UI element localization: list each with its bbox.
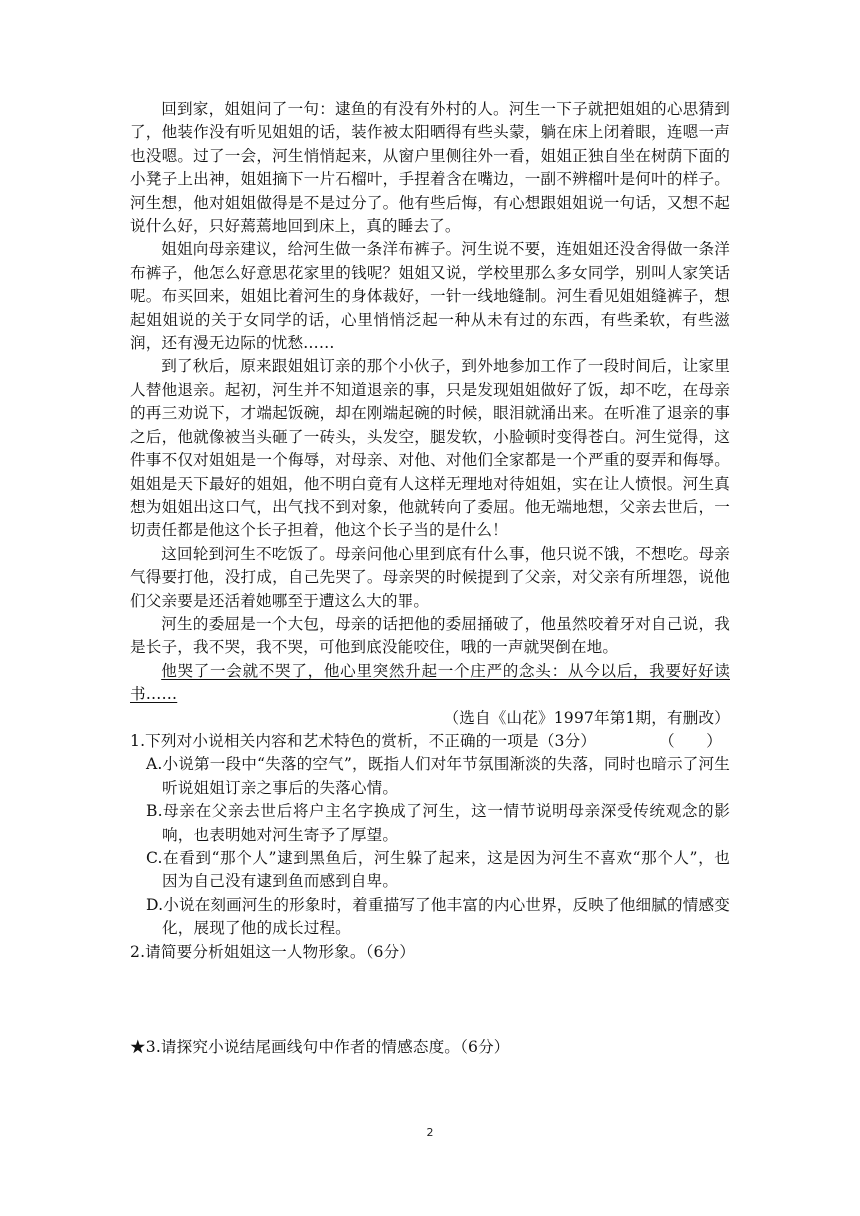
question-3: ★3.请探究小说结尾画线句中作者的情感态度。（6分） [130, 1038, 510, 1057]
article-paragraph-3: 到了秋后，原来跟姐姐订亲的那个小伙子，到外地参加工作了一段时间后，让家里人替他退亲。起初，河生并不知道退亲的事，只是发现姐姐做好了饭，却不吃，在母亲的再三劝说下，才端起饭碗，却在刚端起碗的时候，眼泪就涌出来。在听准了退亲的事之后，他就像被当头砸了一砖头，头发空，腿发软，小脸顿时变得苍白。河生觉得，这件事不仅对姐姐是一个侮辱，对母亲、对他、对他们全家都是一个严重的耍弄和侮辱。姐姐是天下最好的姐姐，他不明白竟有人这样无理地对待姐姐，实在让人愤恨。河生真想为姐姐出这口气，出气找不到对象，他就转向了委屈。他无端地想，父亲去世后，一切责任都是他这个长子担着，他这个长子当的是什么！ [130, 357, 730, 540]
page-content [130, 98, 730, 1059]
article-paragraph-5: 河生的委屈是一个大包，母亲的话把他的委屈捅破了，他虽然咬着牙对自己说，我是长子，我不哭，我不哭，可他到底没能咬住，哦的一声就哭倒在地。 [130, 614, 730, 657]
answer-blank: （ ） [659, 731, 722, 750]
question-1-options [146, 753, 730, 940]
option-c: C.在看到“那个人”逮到黑鱼后，河生躲了起来，这是因为河生不喜欢“那个人”，也因为自己没有逮到鱼而感到自卑。 [146, 849, 730, 891]
article-paragraph-2: 姐姐向母亲建议，给河生做一条洋布裤子。河生说不要，连姐姐还没舍得做一条洋布裤子，他怎么好意思花家里的钱呢？姐姐又说，学校里那么多女同学，别叫人家笑话呢。布买回来，姐姐比着河生的身体裁好，一针一线地缝制。河生看见姐姐缝裤子，想起姐姐说的关于女同学的话，心里悄悄泛起一种从未有过的东西，有些柔软，有些滋润，还有漫无边际的忧愁…… [130, 240, 730, 353]
option-a: A.小说第一段中“失落的空气”，既指人们对年节氛围渐淡的失落，同时也暗示了河生听说姐姐订亲之事后的失落心情。 [146, 755, 730, 797]
answer-space-q2 [130, 964, 730, 1036]
question-2: 2.请简要分析姐姐这一人物形象。（6分） [130, 942, 416, 961]
option-b: B.母亲在父亲去世后将户主名字换成了河生，这一情节说明母亲深受传统观念的影响，也表明她对河生寄予了厚望。 [146, 802, 730, 844]
article-paragraph-1: 回到家，姐姐问了一句：逮鱼的有没有外村的人。河生一下子就把姐姐的心思猜到了，他装作没有听见姐姐的话，装作被太阳晒得有些头蒙，躺在床上闭着眼，连嗯一声也没嗯。过了一会，河生悄悄起来，从窗户里侧往外一看，姐姐正独自坐在树荫下面的小凳子上出神，姐姐摘下一片石榴叶，手捏着含在嘴边，一副不辨榴叶是何叶的样子。河生想，他对姐姐做得是不是过分了。他有些后悔，有心想跟姐姐说一句话，又想不起说什么好，只好蔫蔫地回到床上，真的睡去了。 [130, 100, 730, 236]
question-1-stem-line [130, 730, 730, 753]
question-1-stem: 1.下列对小说相关内容和艺术特色的赏析，不正确的一项是（3分） [130, 731, 597, 750]
page-number: 2 [426, 1126, 434, 1139]
question-1 [130, 730, 730, 941]
article-paragraph-4: 这回轮到河生不吃饭了。母亲问他心里到底有什么事，他只说不饿，不想吃。母亲气得要打他，没打成，自己先哭了。母亲哭的时候提到了父亲，对父亲有所埋怨，说他们父亲要是还活着她哪至于遭这么大的罪。 [130, 544, 730, 610]
source-citation: （选自《山花》1997年第1期，有删改） [443, 708, 730, 727]
underlined-sentence: 他哭了一会就不哭了，他心里突然升起一个庄严的念头：从今以后，我要好好读书…… [130, 661, 730, 704]
option-d: D.小说在刻画河生的形象时，着重描写了他丰富的内心世界，反映了他细腻的情感变化，展现了他的成长过程。 [146, 895, 730, 938]
